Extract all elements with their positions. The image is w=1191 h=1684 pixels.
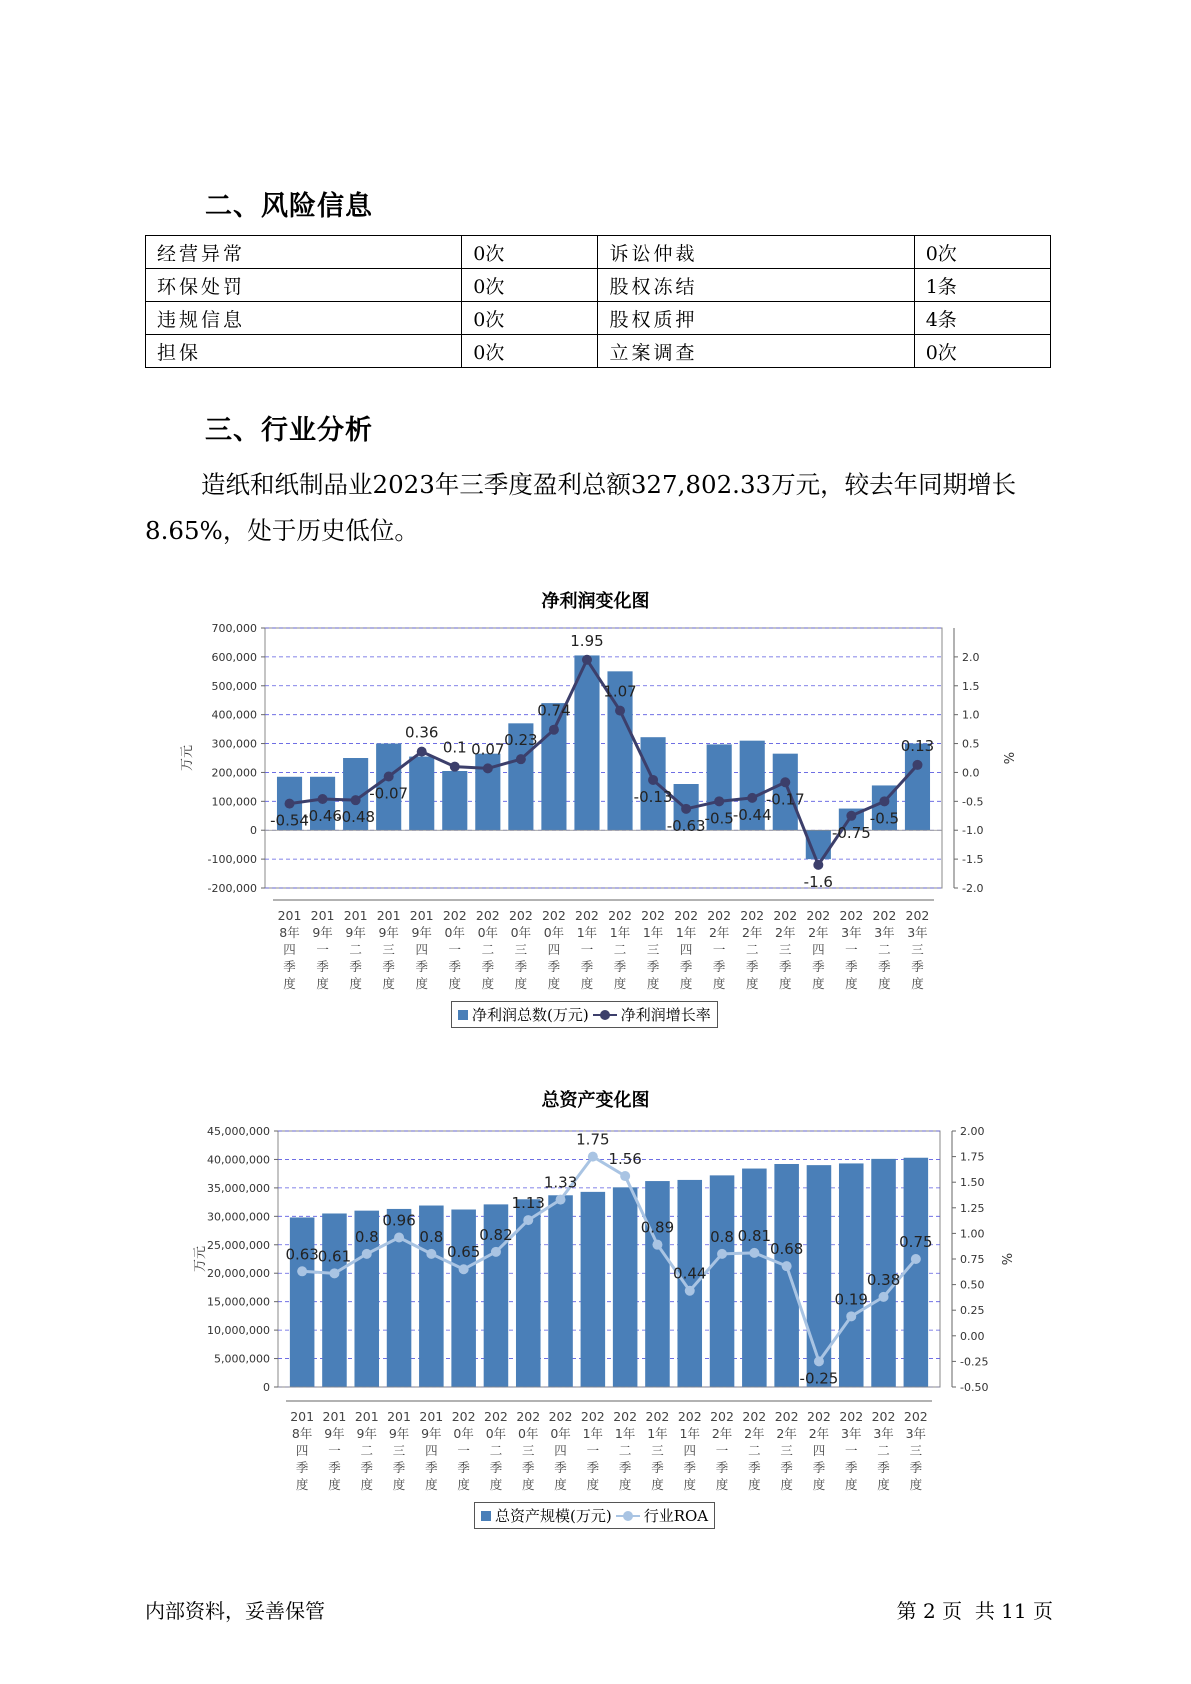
bar bbox=[541, 703, 566, 830]
y2-axis-label: % bbox=[1001, 1252, 1016, 1266]
bar bbox=[904, 1158, 929, 1387]
series-point bbox=[426, 1249, 436, 1259]
x-tick-label: 202 0年三季度 bbox=[508, 908, 533, 991]
x-tick-label: 201 9年一季度 bbox=[310, 908, 335, 991]
table-row bbox=[146, 269, 1051, 302]
data-label: 0.8 bbox=[354, 1227, 379, 1246]
table-row bbox=[146, 335, 1051, 368]
x-tick-label: 202 3年一季度 bbox=[839, 908, 864, 991]
table-row bbox=[146, 302, 1051, 335]
data-label: 0.23 bbox=[504, 731, 538, 750]
series-point bbox=[394, 1232, 404, 1242]
x-tick-label: 202 1年一季度 bbox=[580, 1409, 605, 1492]
series-point bbox=[491, 1247, 501, 1257]
data-label: -0.44 bbox=[732, 805, 772, 824]
risk-item-label: 经营异常 bbox=[146, 236, 462, 269]
data-label: 0.38 bbox=[866, 1270, 901, 1289]
data-label: 0.63 bbox=[285, 1245, 319, 1264]
y-tick-label: 45,000,000 bbox=[207, 1125, 270, 1138]
x-tick-label: 202 2年二季度 bbox=[740, 908, 765, 991]
bar bbox=[581, 1192, 606, 1387]
series-point bbox=[318, 794, 328, 804]
y-tick-label: 700,000 bbox=[211, 622, 257, 635]
series-point bbox=[615, 706, 625, 716]
series-point bbox=[652, 1240, 662, 1250]
risk-item-label: 诉讼仲裁 bbox=[598, 236, 914, 269]
series-point bbox=[714, 796, 724, 806]
x-tick-label: 202 1年二季度 bbox=[608, 908, 632, 991]
y2-tick-label: -0.50 bbox=[960, 1381, 989, 1394]
footer-page-number: 第 2 页 共 11 页 bbox=[896, 1599, 1053, 1623]
series-point bbox=[417, 747, 427, 757]
series-point bbox=[780, 777, 790, 787]
bar bbox=[645, 1181, 670, 1387]
data-label: 0.81 bbox=[737, 1226, 772, 1245]
bar bbox=[613, 1187, 638, 1387]
x-tick-label: 202 0年二季度 bbox=[475, 908, 500, 991]
bar bbox=[905, 744, 930, 831]
legend-label: 行业ROA bbox=[643, 1507, 709, 1525]
data-label: 0.89 bbox=[640, 1218, 675, 1237]
y-tick-label: -100,000 bbox=[207, 853, 257, 867]
x-tick-label: 202 3年三季度 bbox=[903, 1409, 928, 1492]
y2-tick-label: -2.0 bbox=[962, 882, 984, 895]
y2-tick-label: 2.0 bbox=[962, 650, 980, 664]
x-tick-label: 202 2年四季度 bbox=[806, 908, 831, 991]
series-point bbox=[297, 1266, 307, 1276]
y-tick-label: 10,000,000 bbox=[207, 1324, 270, 1338]
net-profit-chart bbox=[0, 610, 1191, 1010]
risk-item-value: 4条 bbox=[914, 302, 1050, 335]
legend-label: 总资产规模(万元) bbox=[495, 1507, 612, 1525]
risk-item-label: 立案调查 bbox=[598, 335, 914, 368]
legend-label: 净利润总数(万元) bbox=[472, 1006, 589, 1024]
total-assets-chart bbox=[0, 1110, 1191, 1520]
y2-tick-label: 1.25 bbox=[960, 1201, 985, 1215]
y2-tick-label: 0.00 bbox=[960, 1329, 985, 1343]
y2-tick-label: 0.5 bbox=[962, 737, 980, 751]
x-tick-label: 202 0年一季度 bbox=[451, 1409, 476, 1492]
x-tick-label: 202 1年四季度 bbox=[674, 908, 699, 991]
x-tick-label: 202 2年一季度 bbox=[707, 908, 732, 991]
bar-legend-swatch bbox=[458, 1010, 468, 1020]
y2-tick-label: -0.5 bbox=[962, 795, 984, 809]
y2-tick-label: 1.0 bbox=[962, 708, 980, 722]
x-tick-label: 202 3年一季度 bbox=[839, 1409, 864, 1492]
series-point bbox=[912, 760, 922, 770]
x-tick-label: 202 1年三季度 bbox=[641, 908, 666, 991]
series-point bbox=[648, 775, 658, 785]
data-label: 0.1 bbox=[442, 738, 467, 757]
data-label: 0.07 bbox=[471, 740, 505, 759]
x-tick-label: 201 9年三季度 bbox=[387, 1409, 411, 1492]
data-label: 1.56 bbox=[608, 1150, 642, 1169]
risk-item-value: 1条 bbox=[914, 269, 1050, 302]
series-point bbox=[549, 725, 559, 735]
risk-item-label: 股权冻结 bbox=[598, 269, 914, 302]
series-point bbox=[285, 799, 295, 809]
bar bbox=[774, 1164, 799, 1387]
risk-item-label: 担保 bbox=[146, 335, 462, 368]
risk-section-title: 二、风险信息 bbox=[205, 191, 373, 222]
y2-tick-label: 0.0 bbox=[962, 766, 980, 780]
data-label: -0.13 bbox=[633, 787, 673, 806]
x-tick-label: 202 0年一季度 bbox=[442, 908, 467, 991]
series-point bbox=[879, 796, 889, 806]
x-tick-label: 202 1年三季度 bbox=[645, 1409, 670, 1492]
risk-item-value: 0次 bbox=[462, 269, 598, 302]
data-label: 0.82 bbox=[479, 1225, 513, 1244]
series-point bbox=[523, 1215, 533, 1225]
data-label: 0.36 bbox=[405, 723, 439, 742]
y2-axis-label: % bbox=[1003, 751, 1018, 765]
risk-item-value: 0次 bbox=[914, 335, 1050, 368]
bar-legend-swatch bbox=[481, 1511, 491, 1521]
y-tick-label: 35,000,000 bbox=[207, 1181, 270, 1195]
x-tick-label: 202 2年三季度 bbox=[774, 1409, 799, 1492]
data-label: 0.8 bbox=[419, 1227, 444, 1246]
data-label: 0.61 bbox=[317, 1247, 352, 1266]
bar bbox=[839, 1163, 864, 1387]
x-tick-label: 202 0年二季度 bbox=[484, 1409, 508, 1492]
series-point bbox=[782, 1261, 792, 1271]
series-point bbox=[556, 1195, 566, 1205]
y-tick-label: 0 bbox=[250, 824, 257, 838]
series-point bbox=[351, 795, 361, 805]
data-label: 0.68 bbox=[769, 1240, 804, 1259]
data-label: 0.44 bbox=[673, 1264, 707, 1283]
table-row bbox=[146, 236, 1051, 269]
y2-tick-label: 1.5 bbox=[962, 679, 980, 693]
series-point bbox=[681, 804, 691, 814]
risk-item-label: 股权质押 bbox=[598, 302, 914, 335]
y2-tick-label: 1.50 bbox=[960, 1176, 985, 1190]
y2-tick-label: 0.25 bbox=[960, 1304, 985, 1318]
risk-item-value: 0次 bbox=[462, 335, 598, 368]
series-point bbox=[814, 1356, 824, 1366]
x-tick-label: 201 9年四季度 bbox=[409, 908, 434, 991]
line-legend-swatch bbox=[616, 1511, 640, 1521]
data-label: -0.5 bbox=[869, 809, 900, 828]
bar bbox=[451, 1210, 476, 1387]
data-label: 1.33 bbox=[543, 1173, 578, 1192]
y-tick-label: 25,000,000 bbox=[207, 1238, 270, 1252]
y2-tick-label: 1.75 bbox=[960, 1150, 985, 1164]
bar bbox=[677, 1180, 702, 1387]
x-tick-label: 202 2年二季度 bbox=[742, 1409, 767, 1492]
data-label: -1.6 bbox=[803, 872, 833, 891]
x-tick-label: 202 1年四季度 bbox=[677, 1409, 702, 1492]
y2-tick-label: 0.75 bbox=[960, 1253, 985, 1266]
series-point bbox=[588, 1152, 598, 1162]
footer-left: 内部资料，妥善保管 bbox=[145, 1599, 325, 1623]
data-label: 0.96 bbox=[382, 1211, 416, 1230]
y-tick-label: 300,000 bbox=[211, 737, 257, 751]
line-legend-swatch bbox=[593, 1010, 617, 1020]
data-label: 1.13 bbox=[511, 1194, 545, 1213]
data-label: 0.65 bbox=[446, 1243, 481, 1262]
y-tick-label: 0 bbox=[263, 1381, 270, 1394]
series-point bbox=[747, 793, 757, 803]
x-tick-label: 201 9年四季度 bbox=[419, 1409, 444, 1492]
x-tick-label: 201 9年二季度 bbox=[354, 1409, 379, 1492]
x-tick-label: 202 3年三季度 bbox=[905, 908, 930, 991]
data-label: 0.13 bbox=[900, 736, 935, 755]
y2-tick-label: -0.25 bbox=[960, 1355, 989, 1369]
bar bbox=[409, 757, 434, 831]
data-label: -0.63 bbox=[666, 816, 706, 835]
risk-item-value: 0次 bbox=[462, 302, 598, 335]
y-tick-label: 5,000,000 bbox=[214, 1352, 270, 1366]
x-tick-label: 202 0年四季度 bbox=[541, 908, 566, 991]
series-point bbox=[582, 655, 592, 665]
x-tick-label: 202 2年一季度 bbox=[710, 1409, 734, 1492]
y-tick-label: 600,000 bbox=[211, 650, 257, 664]
x-tick-label: 201 9年二季度 bbox=[343, 908, 368, 991]
y-tick-label: 100,000 bbox=[211, 795, 257, 809]
y-tick-label: 40,000,000 bbox=[207, 1153, 270, 1167]
data-label: 1.07 bbox=[603, 682, 637, 701]
bar bbox=[548, 1195, 573, 1387]
series-point bbox=[685, 1286, 695, 1296]
series-point bbox=[384, 771, 394, 781]
x-tick-label: 202 3年二季度 bbox=[872, 908, 897, 991]
risk-item-value: 0次 bbox=[914, 236, 1050, 269]
risk-item-label: 环保处罚 bbox=[146, 269, 462, 302]
series-point bbox=[846, 1311, 856, 1321]
x-tick-label: 201 9年一季度 bbox=[322, 1409, 347, 1492]
data-label: 0.19 bbox=[834, 1290, 868, 1309]
data-label: 0.75 bbox=[899, 1233, 933, 1251]
series-point bbox=[362, 1249, 372, 1259]
series-point bbox=[846, 811, 856, 821]
y-tick-label: 30,000,000 bbox=[207, 1210, 270, 1224]
series-point bbox=[483, 763, 493, 773]
x-tick-label: 202 3年二季度 bbox=[871, 1409, 896, 1492]
x-tick-label: 202 1年二季度 bbox=[613, 1409, 638, 1492]
x-tick-label: 201 9年三季度 bbox=[376, 908, 401, 991]
risk-item-label: 违规信息 bbox=[146, 302, 462, 335]
y2-tick-label: 1.00 bbox=[960, 1227, 985, 1241]
y-tick-label: 200,000 bbox=[211, 766, 257, 780]
series-point bbox=[329, 1268, 339, 1278]
bar bbox=[807, 1165, 832, 1387]
series-point bbox=[516, 754, 526, 764]
data-label: 1.95 bbox=[570, 631, 604, 650]
data-label: -0.5 bbox=[704, 809, 734, 828]
risk-item-value: 0次 bbox=[462, 236, 598, 269]
series-point bbox=[450, 762, 460, 772]
data-label: 1.75 bbox=[576, 1130, 610, 1149]
data-label: -0.07 bbox=[369, 784, 409, 803]
y2-tick-label: 2.00 bbox=[960, 1125, 985, 1138]
industry-section-title: 三、行业分析 bbox=[205, 415, 373, 446]
bar bbox=[442, 771, 467, 830]
chart-title: 总资产变化图 bbox=[541, 1090, 650, 1111]
y2-tick-label: -1.0 bbox=[962, 824, 984, 838]
legend-label: 净利润增长率 bbox=[620, 1006, 711, 1024]
series-point bbox=[911, 1254, 921, 1264]
series-point bbox=[717, 1249, 727, 1259]
bar bbox=[322, 1213, 347, 1387]
y2-tick-label: -1.5 bbox=[962, 853, 984, 867]
y-axis-label: 万元 bbox=[180, 744, 195, 772]
chart-title: 净利润变化图 bbox=[541, 591, 650, 612]
y-axis-label: 万元 bbox=[193, 1245, 208, 1273]
x-tick-label: 202 0年四季度 bbox=[548, 1409, 573, 1492]
series-point bbox=[620, 1171, 630, 1181]
x-tick-label: 202 2年三季度 bbox=[773, 908, 798, 991]
x-tick-label: 202 0年三季度 bbox=[516, 1409, 541, 1492]
bar bbox=[742, 1169, 767, 1387]
series-point bbox=[879, 1292, 889, 1302]
industry-summary-paragraph: 造纸和纸制品业2023年三季度盈利总额327,802.33万元，较去年同期增长8.65%，处于历史低位。 bbox=[145, 470, 1017, 545]
chart-legend bbox=[451, 1001, 718, 1028]
y-tick-label: 20,000,000 bbox=[207, 1267, 270, 1281]
data-label: -0.46 bbox=[303, 807, 342, 826]
x-tick-label: 202 2年四季度 bbox=[807, 1409, 831, 1492]
y2-tick-label: 0.50 bbox=[960, 1278, 985, 1292]
series-point bbox=[749, 1248, 759, 1258]
data-label: -0.48 bbox=[336, 808, 376, 827]
x-tick-label: 201 8年四季度 bbox=[290, 1409, 315, 1492]
y-tick-label: -200,000 bbox=[207, 882, 257, 895]
data-label: 0.8 bbox=[710, 1227, 734, 1246]
bar bbox=[290, 1217, 315, 1387]
data-label: -0.54 bbox=[270, 811, 309, 830]
risk-info-table bbox=[145, 235, 1051, 368]
data-label: -0.25 bbox=[799, 1369, 839, 1388]
data-label: 0.74 bbox=[537, 701, 571, 720]
y-tick-label: 15,000,000 bbox=[207, 1295, 270, 1309]
chart-legend bbox=[474, 1502, 715, 1529]
data-label: -0.17 bbox=[765, 790, 805, 809]
x-tick-label: 202 1年一季度 bbox=[575, 908, 599, 991]
bar bbox=[710, 1175, 735, 1387]
series-point bbox=[459, 1264, 469, 1274]
x-tick-label: 201 8年四季度 bbox=[277, 908, 302, 991]
y-tick-label: 500,000 bbox=[211, 679, 257, 693]
series-point bbox=[813, 860, 823, 870]
y-tick-label: 400,000 bbox=[211, 708, 257, 722]
data-label: -0.75 bbox=[831, 823, 871, 842]
